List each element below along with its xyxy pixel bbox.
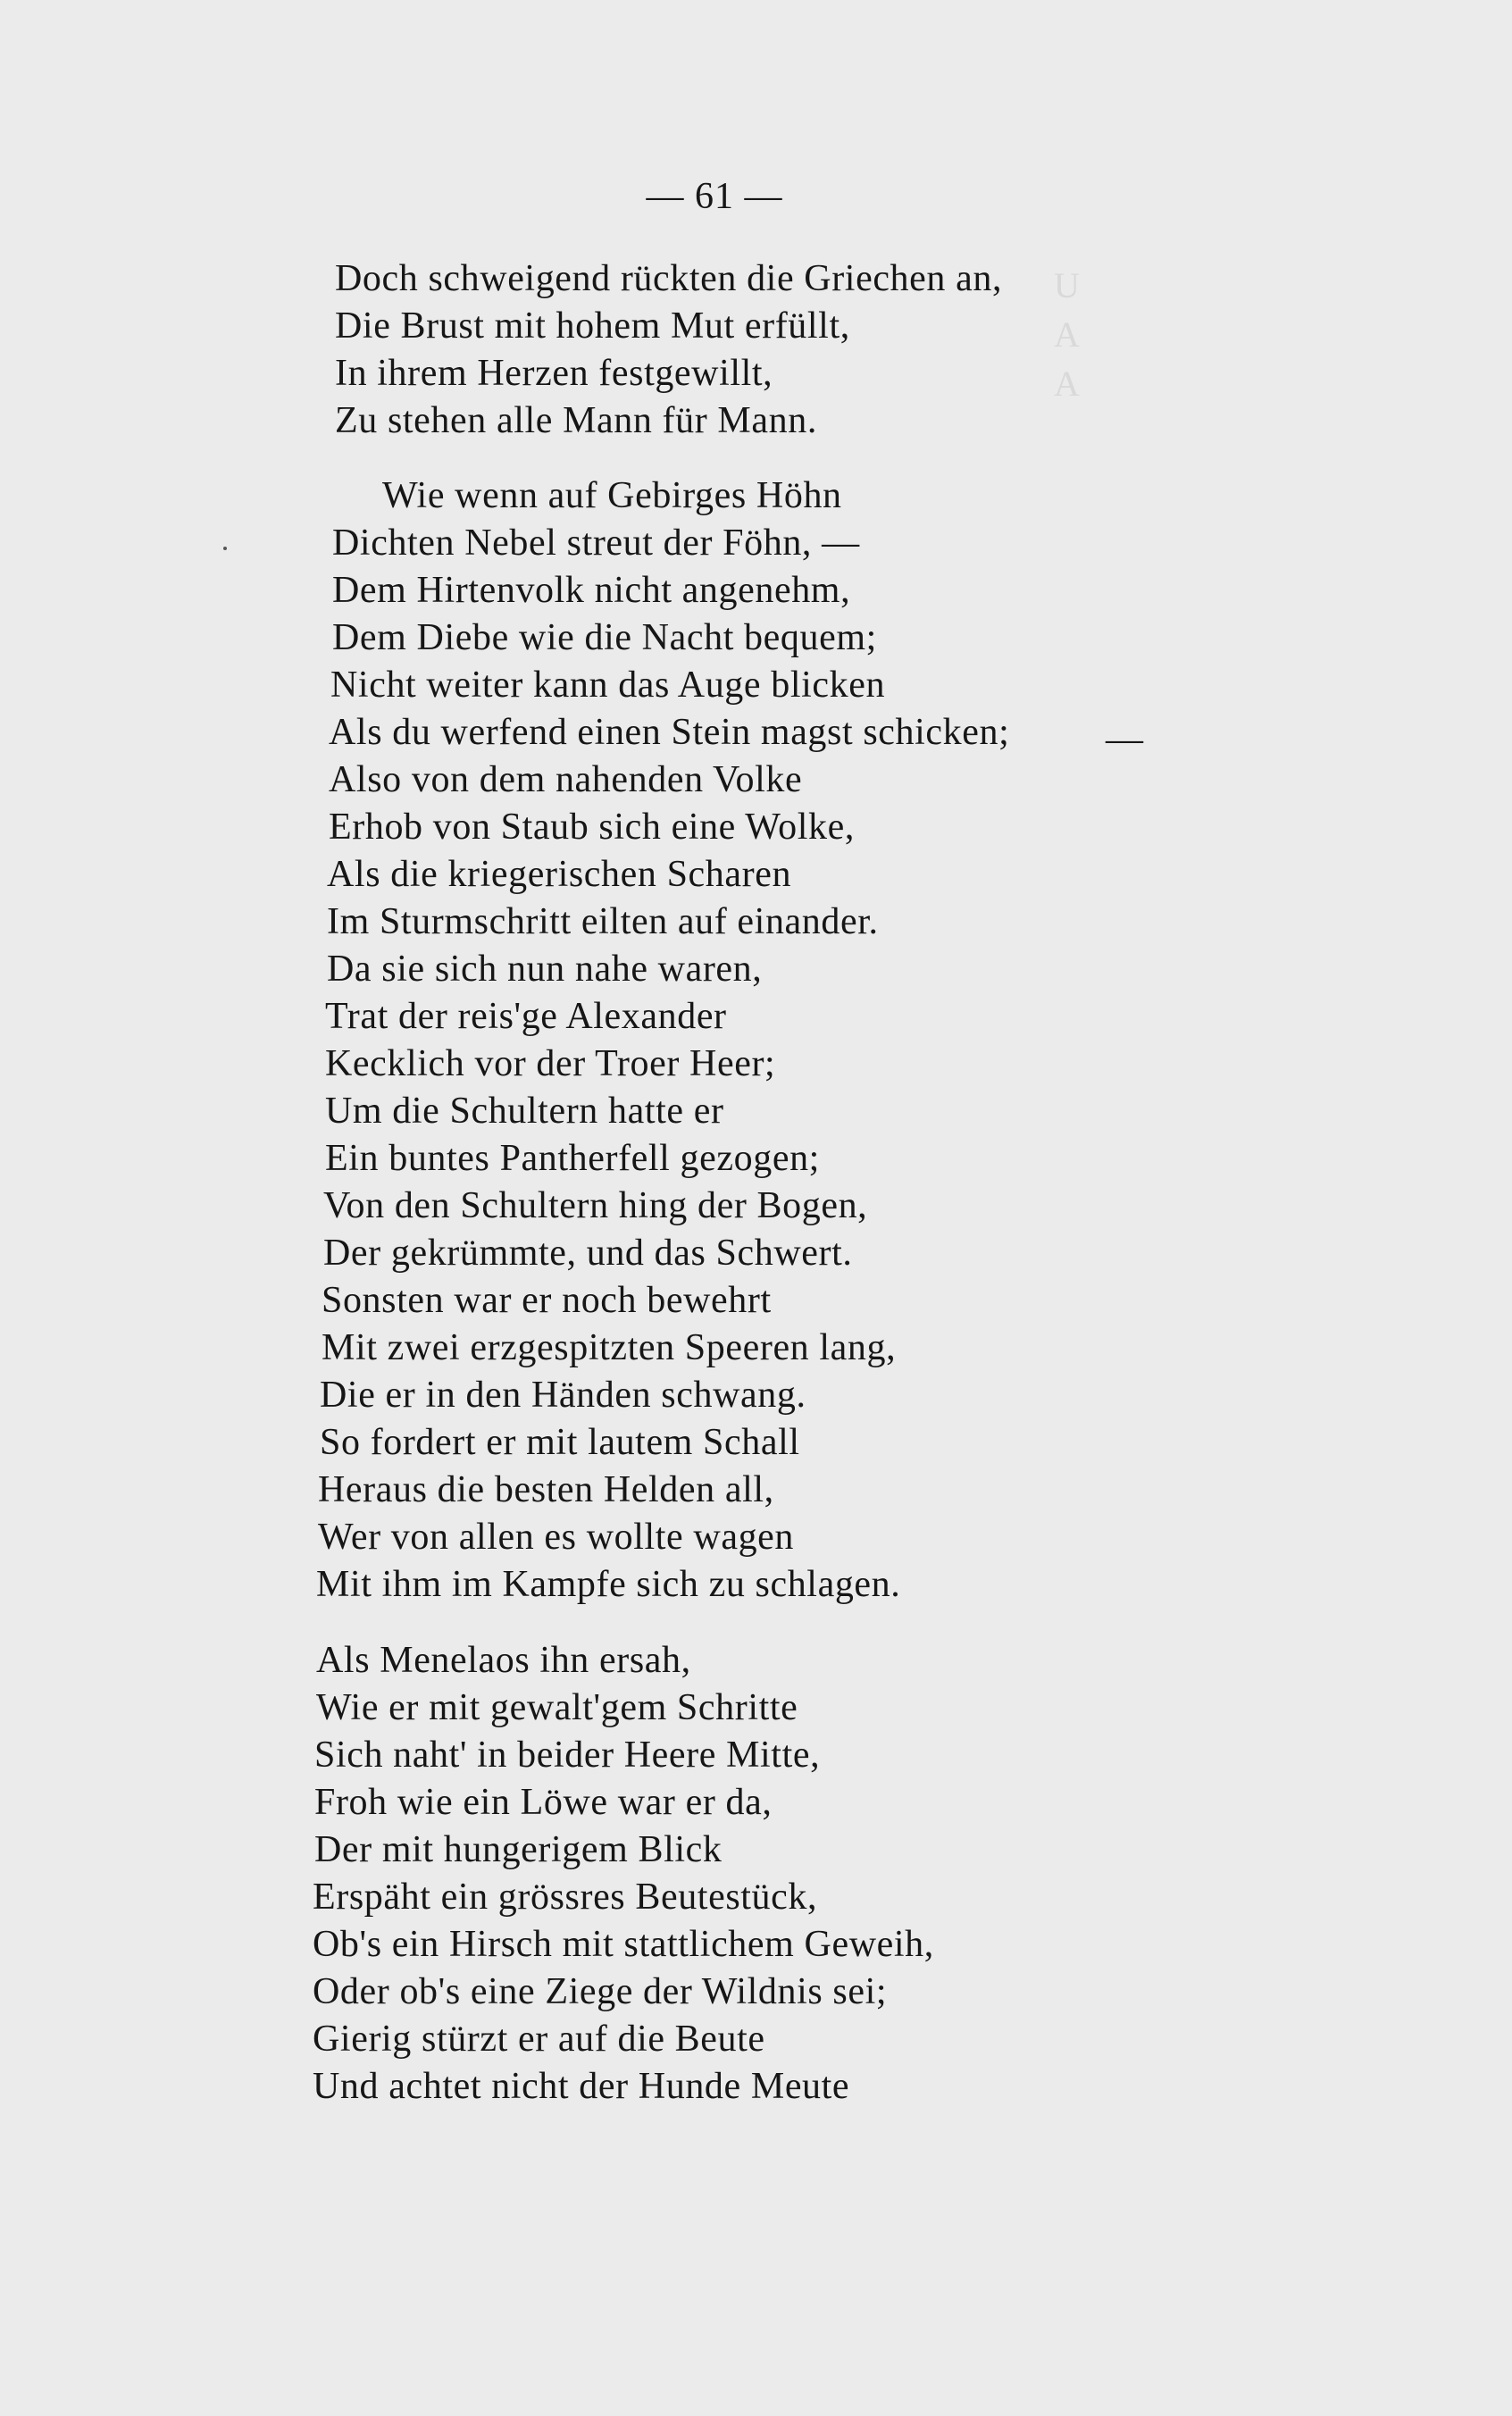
verse-line: Gierig stürzt er auf die Beute	[313, 2019, 765, 2060]
verse-line: Wie er mit gewalt'gem Schritte	[316, 1687, 798, 1728]
verse-line: Als die kriegerischen Scharen	[327, 854, 792, 895]
verse-line: Mit ihm im Kampfe sich zu schlagen.	[316, 1564, 901, 1605]
verse-line: Im Sturmschritt eilten auf einander.	[327, 901, 879, 942]
bleed-through-text: U	[1054, 265, 1080, 305]
verse-line: Doch schweigend rückten die Griechen an,	[335, 258, 1003, 299]
verse-line: Mit zwei erzgespitzten Speeren lang,	[322, 1327, 897, 1368]
verse-line: Ein buntes Pantherfell gezogen;	[325, 1138, 820, 1179]
bleed-through-text: A	[1054, 314, 1080, 355]
verse-line: Wie wenn auf Gebirges Höhn	[382, 475, 842, 516]
verse-line: Sich naht' in beider Heere Mitte,	[314, 1735, 821, 1776]
margin-speck	[223, 547, 227, 550]
verse-line: Der gekrümmte, und das Schwert.	[323, 1233, 853, 1274]
verse-line: Nicht weiter kann das Auge blicken	[330, 665, 886, 706]
verse-line: Um die Schultern hatte er	[325, 1091, 724, 1132]
verse-line: Dem Hirtenvolk nicht angenehm,	[332, 570, 851, 611]
verse-line: In ihrem Herzen festgewillt,	[335, 353, 773, 394]
verse-line: Dichten Nebel streut der Föhn, —	[332, 522, 860, 564]
verse-line: Als du werfend einen Stein magst schicken;	[329, 712, 1010, 753]
verse-line: Die Brust mit hohem Mut erfüllt,	[335, 305, 850, 347]
page-number: — 61 —	[646, 176, 783, 217]
verse-line: Kecklich vor der Troer Heer;	[325, 1043, 776, 1084]
verse-line: Von den Schultern hing der Bogen,	[323, 1185, 868, 1226]
verse-line: Der mit hungerigem Blick	[314, 1829, 723, 1870]
verse-line: Erhob von Staub sich eine Wolke,	[329, 807, 855, 848]
verse-line: Die er in den Händen schwang.	[320, 1375, 806, 1416]
verse-line: Dem Diebe wie die Nacht bequem;	[332, 617, 877, 658]
verse-line: Ob's ein Hirsch mit stattlichem Geweih,	[313, 1924, 934, 1965]
verse-line: Und achtet nicht der Hunde Meute	[313, 2066, 850, 2107]
verse-line: So fordert er mit lautem Schall	[320, 1422, 800, 1463]
verse-line: Sonsten war er noch bewehrt	[322, 1280, 772, 1321]
verse-line: Erspäht ein grössres Beutestück,	[313, 1877, 818, 1918]
verse-line: Trat der reis'ge Alexander	[325, 996, 727, 1037]
verse-line: Froh wie ein Löwe war er da,	[314, 1782, 773, 1823]
bleed-through-text: A	[1054, 364, 1080, 404]
verse-line: Oder ob's eine Ziege der Wildnis sei;	[313, 1971, 888, 2012]
verse-line: Also von dem nahenden Volke	[329, 759, 803, 800]
margin-dash: —	[1106, 719, 1143, 760]
verse-line: Heraus die besten Helden all,	[318, 1469, 774, 1510]
verse-line: Da sie sich nun nahe waren,	[327, 949, 763, 990]
verse-line: Wer von allen es wollte wagen	[318, 1517, 795, 1558]
verse-line: Als Menelaos ihn ersah,	[316, 1640, 691, 1681]
verse-line: Zu stehen alle Mann für Mann.	[335, 400, 817, 441]
